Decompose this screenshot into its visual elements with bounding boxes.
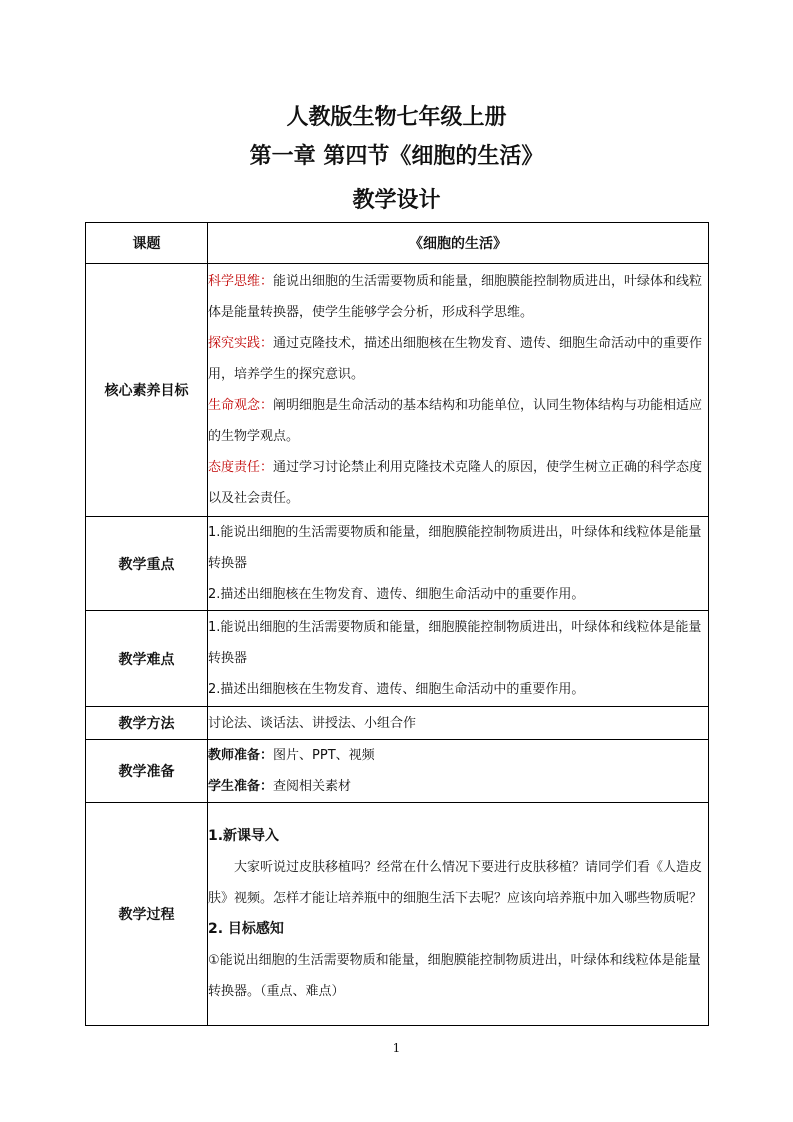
key-point-1: 1.能说出细胞的生活需要物质和能量，细胞膜能控制物质进出，叶绿体和线粒体是能量转换器: [208, 525, 702, 571]
difficult-point-2: 2.描述出细胞核在生物发育、遗传、细胞生命活动中的重要作用。: [208, 682, 585, 697]
method-row: [86, 707, 709, 740]
core-literacy-content: [208, 264, 709, 517]
section-text-goals: ①能说出细胞的生活需要物质和能量，细胞膜能控制物质进出，叶绿体和线粒体是能量转换器。（重点、难点）: [208, 953, 701, 999]
design-title: 教学设计: [352, 187, 441, 213]
lesson-plan-table: [85, 222, 709, 1026]
core-item-life: 生命观念：阐明细胞是生命活动的基本结构和功能单位，认同生物体结构与功能相适应的生物学观点。: [208, 398, 703, 444]
core-item-science: 科学思维：能说出细胞的生活需要物质和能量，细胞膜能控制物质进出，叶绿体和线粒体是能量转换器，使学生能够学会分析，形成科学思维。: [208, 274, 703, 320]
key-points-label: 教学重点: [86, 517, 208, 611]
method-label: 教学方法: [86, 707, 208, 740]
topic-label: 课题: [86, 223, 208, 264]
key-points-content: [208, 517, 709, 611]
difficult-point-1: 1.能说出细胞的生活需要物质和能量，细胞膜能控制物质进出，叶绿体和线粒体是能量转换器: [208, 620, 702, 666]
method-content: 讨论法、谈话法、讲授法、小组合作: [208, 707, 709, 740]
difficult-points-label: 教学难点: [86, 611, 208, 707]
teacher-prep: 教师准备：图片、PPT、视频: [208, 748, 375, 763]
process-row: [86, 803, 709, 1026]
preparation-row: [86, 740, 709, 803]
chapter-title: 第一章 第四节《细胞的生活》: [249, 143, 544, 169]
document-title-block: [0, 100, 793, 222]
difficult-points-row: [86, 611, 709, 707]
core-item-practice: 探究实践：通过克隆技术，描述出细胞核在生物发育、遗传、细胞生命活动中的重要作用，培养学生的探究意识。: [208, 336, 703, 382]
topic-row: [86, 223, 709, 264]
core-literacy-label: 核心素养目标: [86, 264, 208, 517]
key-point-2: 2.描述出细胞核在生物发育、遗传、细胞生命活动中的重要作用。: [208, 587, 585, 602]
book-title: 人教版生物七年级上册: [286, 104, 507, 130]
preparation-label: 教学准备: [86, 740, 208, 803]
core-literacy-row: [86, 264, 709, 517]
process-content: [208, 803, 709, 1026]
difficult-points-content: [208, 611, 709, 707]
topic-value: 《细胞的生活》: [208, 223, 709, 264]
preparation-content: [208, 740, 709, 803]
key-points-row: [86, 517, 709, 611]
core-item-attitude: 态度责任：通过学习讨论禁止利用克隆技术克隆人的原因，使学生树立正确的科学态度以及社会责任。: [208, 460, 703, 506]
process-label: 教学过程: [86, 803, 208, 1026]
page-number: 1: [392, 1041, 401, 1055]
section-text-intro: 大家听说过皮肤移植吗？经常在什么情况下要进行皮肤移植？请同学们看《人造皮肤》视频。怎样才能让培养瓶中的细胞生活下去呢？应该向培养瓶中加入哪些物质呢？: [208, 860, 703, 906]
student-prep: 学生准备：查阅相关素材: [208, 779, 352, 794]
section-heading-intro: 1.新课导入: [208, 828, 280, 844]
section-heading-goals: 2. 目标感知: [208, 921, 284, 937]
